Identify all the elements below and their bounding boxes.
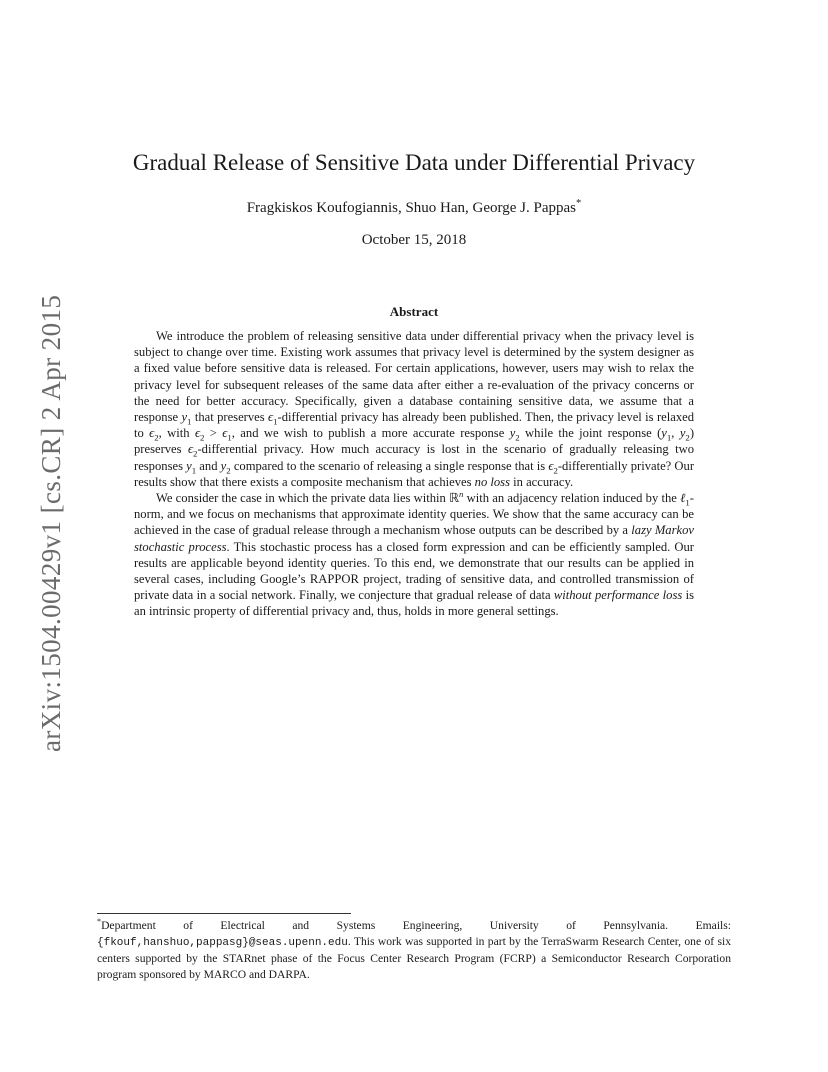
author-footnote-mark: * (576, 198, 582, 209)
abstract-body (134, 328, 694, 620)
authors: Fragkiskos Koufogiannis, Shuo Han, George J. Pappas (246, 200, 577, 216)
abstract-heading: Abstract (389, 304, 439, 319)
author-line (0, 200, 828, 217)
paper-date: October 15, 2018 (361, 232, 467, 248)
abstract-paragraph-1: We introduce the problem of releasing sensitive data under differential privacy when the privacy level is subject to change over time. Existing work assumes that privacy level is determined by the system designer as a fixed value before sensitive data is released. For certain applications, however, users may wish to relax the privacy level for subsequent releases of the same data after either a re-evaluation of the privacy concerns or the need for better accuracy. Specifically, given a database containing sensitive data, we assume that a response $y_1$ that preserves $\epsilon_1$-differential privacy has already been published. Then, the privacy level is relaxed to $\epsilon_2$, with $\epsilon_2 > \epsilon_1$, and we wish to publish a more accurate response $y_2$ while the joint response ($y_1$, $y_2$) preserves $\epsilon_2$-differential privacy. How much accuracy is lost in the scenario of gradually releasing two responses $y_1$ and $y_2$ compared to the scenario of releasing a single response that is $\epsilon_2$-differentially private? Our results show that there exists a composite mechanism that achieves no loss in accuracy. (134, 329, 695, 489)
footnote-mark: * (97, 917, 102, 927)
footnote-rule (97, 913, 351, 914)
paper-title: Gradual Release of Sensitive Data under Differential Privacy (132, 150, 696, 175)
abstract-paragraph-2: We consider the case in which the private data lies within ℝ$^n$ with an adjacency relation induced by the ℓ$_1$-norm, and we focus on mechanisms that approximate identity queries. We show that the same accuracy can be achieved in the case of gradual release through a mechanism whose outputs can be described by a lazy Markov stochastic process. This stochastic process has a closed form expression and can be efficiently sampled. Our results are applicable beyond identity queries. To this end, we demonstrate that our results can be applied in several cases, including Google’s RAPPOR project, trading of sensitive data, and controlled transmission of private data in a social network. Finally, we conjecture that gradual release of data without performance loss is an intrinsic property of differential privacy and, thus, holds in more general settings. (134, 488, 694, 619)
footnote: *Department of Electrical and Systems Engineering, University of Pennsylvania. Emails: {fkouf,hanshuo,pappasg}@seas.upenn.edu. This work was supported in part by the TerraSwarm Research Center, one of six centers supported by the STARnet phase of the Focus Center Research Program (FCRP) a Semiconductor Research Corporation program sponsored by MARCO and DARPA. (97, 917, 731, 981)
arxiv-identifier: arXiv:1504.00429v1 [cs.CR] 2 Apr 2015 (36, 294, 66, 752)
email-addresses: {fkouf,hanshuo,pappasg}@seas.upenn.edu (97, 936, 348, 949)
